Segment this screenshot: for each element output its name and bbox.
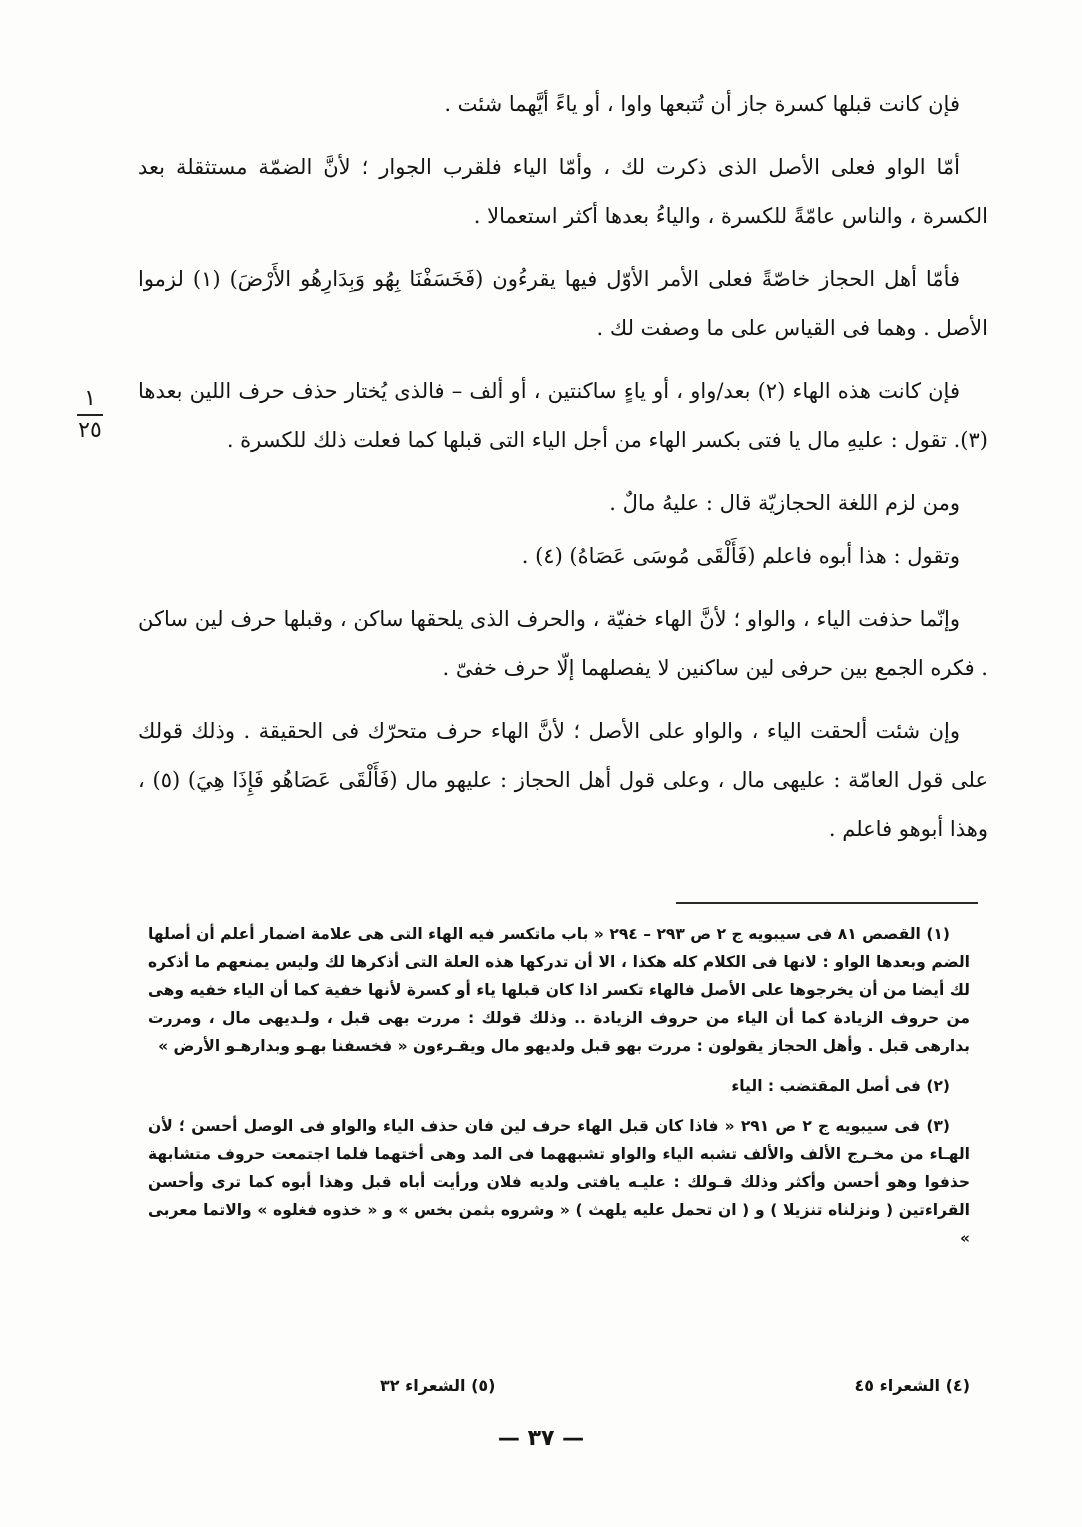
footnote-3: (٣) فى سيبويه ج ٢ ص ٢٩١ « فاذا كان قبل الهاء حرف لين فان حذف الياء والواو فى الوصل أحسن ؛ لأن الهـاء من مخـرج الألف والألف تشبه الياء والواو تشبههما فى المد وهى أختهما فلما اجتمعت حروف متشابهة حذفوا وهو أحسن وأكثر وذلك قـولك : عليـه يافتى ولديه فلان ورأيت أباه قبل وهذا أبوه كما ترى وأحسن القراءتين ( ونزلناه تنزيلا ) و ( ان تحمل عليه يلهث ) « وشروه بثمن بخس » و « خذوه فغلوه » والاتما معربى » — [148, 1117, 970, 1247]
page-number: — ٣٧ — — [497, 1426, 585, 1451]
footnote-row — [380, 1376, 970, 1395]
main-text — [138, 80, 988, 868]
paragraph-4: فإن كانت هذه الهاء (٢) بعد/واو ، أو ياءٍ ساكنتين ، أو ألف – فالذى يُختار حذف حرف اللين بعدها (٣). تقول : عليهِ مال يا فتى بكسر الهاء من أجل الياء التى قبلها كما فعلت ذلك للكسرة . — [138, 379, 988, 452]
paragraph-2: أمّا الواو فعلى الأصل الذى ذكرت لك ، وأمّا الياء فلقرب الجوار ؛ لأنَّ الضمّة مستثقلة بعد الكسرة ، والناس عامّةً للكسرة ، والياءُ بعدها أكثر استعمالا . — [138, 155, 988, 228]
footnote-separator — [676, 902, 978, 904]
margin-reference-top: ١ — [84, 386, 96, 411]
footnote-4: (٤) الشعراء ٤٥ — [854, 1376, 970, 1395]
margin-reference-divider — [77, 414, 103, 416]
margin-reference-bottom: ٢٥ — [78, 418, 102, 443]
paragraph-8: وإن شئت ألحقت الياء ، والواو على الأصل ؛ لأنَّ الهاء حرف متحرّك فى الحقيقة . وذلك قولك على قول العامّة : عليهى مال ، وعلى قول أهل الحجاز : عليهو مال (فَأَلْقَى عَصَاهُو فَإِذَا هِيَ) (٥) ، وهذا أبوهو فاعلم . — [138, 719, 988, 841]
paragraph-3: فأمّا أهل الحجاز خاصّةً فعلى الأمر الأوّل فيها يقرءُون (فَخَسَفْنَا بِهُو وَبِدَارِهُو الأَرْضَ) (١) لزموا الأصل . وهما فى القياس على ما وصفت لك . — [138, 267, 988, 340]
footnotes — [148, 920, 970, 1264]
paragraph-1: فإن كانت قبلها كسرة جاز أن تُتبعها واوا ، أو ياءً أيَّهما شئت . — [444, 92, 960, 116]
footnote-2: (٢) فى أصل المقتضب : الياء — [731, 1077, 950, 1095]
paragraph-7: وإنّما حذفت الياء ، والواو ؛ لأنَّ الهاء خفيّة ، والحرف الذى يلحقها ساكن ، وقبلها حرف لين ساكن . فكره الجمع بين حرفى لين ساكنين لا يفصلهما إلّا حرف خفىّ . — [138, 607, 988, 680]
margin-reference — [70, 386, 110, 444]
footnote-5: (٥) الشعراء ٣٢ — [380, 1376, 496, 1395]
paragraph-5: ومن لزم اللغة الحجازيّة قال : عليهُ مالٌ . — [609, 491, 960, 515]
footnote-1: (١) القصص ٨١ فى سيبويه ج ٢ ص ٢٩٣ – ٢٩٤ « باب ماتكسر فيه الهاء التى هى علامة اضمار أعلم أن أصلها الضم وبعدها الواو : لانها فى الكلام كله هكذا ، الا أن تدركها هذه العلة التى أذكرها لك وليس يمنعهم ما أذكره لك أيضا من أن يخرجوها على الأصل فالهاء تكسر اذا كان قبلها ياء أو كسرة لأنها خفية كما أن الياء خفيه وهى من حروف الزيادة كما أن الياء من حروف الزيادة .. وذلك قولك : مررت بهى قبل ، ولـديهى مال ، ومررت بدارهى قبل . وأهل الحجاز يقولون : مررت بهو قبل ولديهو مال ويقـرءون « فخسفنا بهـو وبدارهـو الأرض » — [148, 925, 970, 1055]
paragraph-6: وتقول : هذا أبوه فاعلم (فَأَلْقَى مُوسَى عَصَاهُ) (٤) . — [521, 544, 960, 568]
